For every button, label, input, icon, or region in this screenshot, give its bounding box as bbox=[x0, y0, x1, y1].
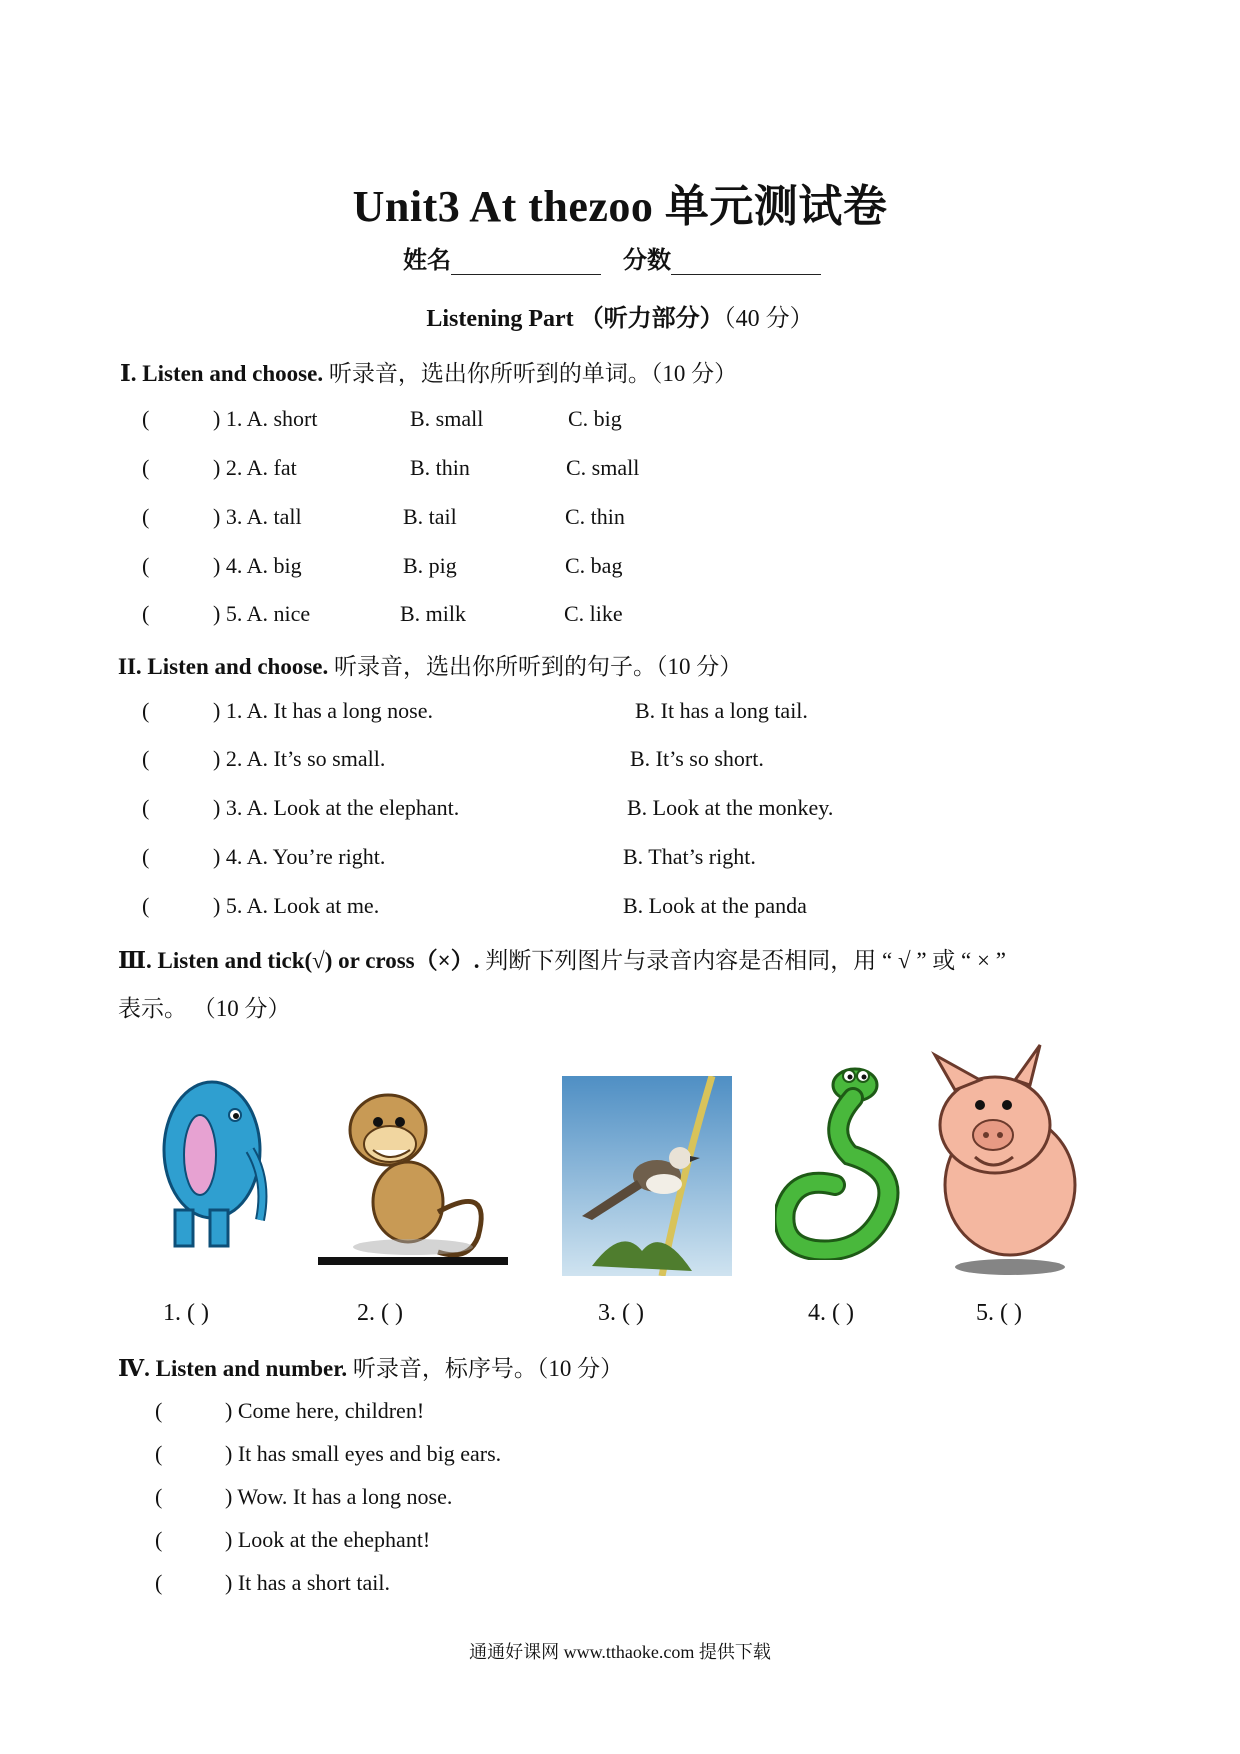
s1-q1-b: B. small bbox=[410, 406, 484, 431]
paren-open[interactable]: ( bbox=[142, 746, 150, 771]
s1-q1-c: C. big bbox=[568, 406, 622, 431]
s2-q4-a: ) 4. A. You’re right. bbox=[213, 844, 386, 869]
section3-title-line2: 表示。 （10 分） bbox=[118, 996, 291, 1021]
elephant-body bbox=[164, 1082, 262, 1246]
pig-icon bbox=[925, 1035, 1090, 1280]
paren-open[interactable]: ( bbox=[142, 504, 150, 529]
section2-title-rest: 听录音，选出你所听到的句子。（10 分） bbox=[328, 654, 743, 679]
section3-title-rest: 判断下列图片与录音内容是否相同，用 “ √ ” 或 “ × ” bbox=[479, 948, 1006, 973]
s1-q3-a: ) 3. A. tall bbox=[213, 504, 302, 529]
section4-title-bold: Ⅳ. Listen and number. bbox=[118, 1356, 348, 1381]
paren-open[interactable]: ( bbox=[142, 844, 150, 869]
page-footer: 通通好课网 www.tthaoke.com 提供下载 bbox=[469, 1642, 771, 1662]
name-score-row bbox=[0, 240, 1240, 275]
section4-title bbox=[118, 1350, 623, 1383]
section3-title-bold: Ⅲ. Listen and tick(√) or cross（×）. bbox=[118, 948, 480, 973]
picture-caption-2[interactable]: 2. ( ) bbox=[357, 1300, 403, 1326]
s1-q4-c: C. bag bbox=[565, 553, 623, 578]
paren-open[interactable]: ( bbox=[155, 1398, 163, 1423]
s4-item-4: ) Look at the ehephant! bbox=[225, 1527, 431, 1552]
picture-caption-3[interactable]: 3. ( ) bbox=[598, 1300, 644, 1326]
snake-icon bbox=[775, 1060, 905, 1260]
paren-open[interactable]: ( bbox=[142, 455, 150, 480]
paren-open[interactable]: ( bbox=[155, 1484, 163, 1509]
s2-q1-a: ) 1. A. It has a long nose. bbox=[213, 698, 433, 723]
s2-q3-a: ) 3. A. Look at the elephant. bbox=[213, 795, 460, 820]
paren-open[interactable]: ( bbox=[142, 406, 150, 431]
section3-title bbox=[118, 942, 1006, 975]
paren-open[interactable]: ( bbox=[142, 601, 150, 626]
s4-item-5: ) It has a short tail. bbox=[225, 1570, 390, 1595]
s1-q1-a: ) 1. A. short bbox=[213, 406, 318, 431]
score-label: 分数 bbox=[623, 248, 671, 274]
pig-body bbox=[935, 1045, 1075, 1275]
s1-q2-a: ) 2. A. fat bbox=[213, 455, 297, 480]
page-title: Unit3 At thezoo 单元测试卷 bbox=[352, 182, 888, 231]
paren-open[interactable]: ( bbox=[142, 795, 150, 820]
paren-open[interactable]: ( bbox=[142, 553, 150, 578]
section1-title-rest: 听录音，选出你所听到的单词。（10 分） bbox=[323, 361, 738, 386]
elephant-icon bbox=[150, 1070, 275, 1260]
paren-open[interactable]: ( bbox=[155, 1441, 163, 1466]
s2-q5-b: B. Look at the panda bbox=[623, 893, 807, 918]
part-points: （40 分） bbox=[723, 306, 814, 332]
bird-icon bbox=[562, 1076, 732, 1276]
picture-caption-1[interactable]: 1. ( ) bbox=[163, 1300, 209, 1326]
paren-open[interactable]: ( bbox=[155, 1570, 163, 1595]
s1-q5-b: B. milk bbox=[400, 601, 467, 626]
s2-q4-b: B. That’s right. bbox=[623, 844, 756, 869]
s1-q4-a: ) 4. A. big bbox=[213, 553, 302, 578]
paren-open[interactable]: ( bbox=[142, 698, 150, 723]
paren-open[interactable]: ( bbox=[155, 1527, 163, 1552]
s2-q2-b: B. It’s so short. bbox=[630, 746, 764, 771]
s1-q5-a: ) 5. A. nice bbox=[213, 601, 311, 626]
section2-title bbox=[118, 648, 742, 681]
s1-q2-b: B. thin bbox=[410, 455, 470, 480]
section1-title-bold: Ⅰ. Listen and choose. bbox=[120, 361, 324, 386]
section2-title-bold: II. Listen and choose. bbox=[118, 654, 329, 679]
s2-q1-b: B. It has a long tail. bbox=[635, 698, 808, 723]
section4-title-rest: 听录音，标序号。（10 分） bbox=[347, 1356, 624, 1381]
s1-q2-c: C. small bbox=[566, 455, 640, 480]
s2-q2-a: ) 2. A. It’s so small. bbox=[213, 746, 386, 771]
score-blank[interactable] bbox=[671, 252, 821, 275]
picture-caption-4[interactable]: 4. ( ) bbox=[808, 1300, 854, 1326]
s4-item-1: ) Come here, children! bbox=[225, 1398, 425, 1423]
paren-open[interactable]: ( bbox=[142, 893, 150, 918]
snake-body bbox=[784, 1069, 888, 1251]
part-heading bbox=[0, 298, 1240, 333]
s2-q3-b: B. Look at the monkey. bbox=[627, 795, 834, 820]
s1-q4-b: B. pig bbox=[403, 553, 457, 578]
monkey-body bbox=[318, 1095, 508, 1265]
s2-q5-a: ) 5. A. Look at me. bbox=[213, 893, 380, 918]
part-title: Listening Part （听力部分） bbox=[426, 306, 724, 332]
name-label: 姓名 bbox=[403, 248, 451, 274]
monkey-icon bbox=[318, 1082, 508, 1267]
section1-title bbox=[120, 355, 737, 388]
s1-q5-c: C. like bbox=[564, 601, 623, 626]
s4-item-3: ) Wow. It has a long nose. bbox=[225, 1484, 453, 1509]
picture-caption-5[interactable]: 5. ( ) bbox=[976, 1300, 1022, 1326]
s1-q3-c: C. thin bbox=[565, 504, 625, 529]
name-blank[interactable] bbox=[451, 252, 601, 275]
s4-item-2: ) It has small eyes and big ears. bbox=[225, 1441, 502, 1466]
s1-q3-b: B. tail bbox=[403, 504, 457, 529]
